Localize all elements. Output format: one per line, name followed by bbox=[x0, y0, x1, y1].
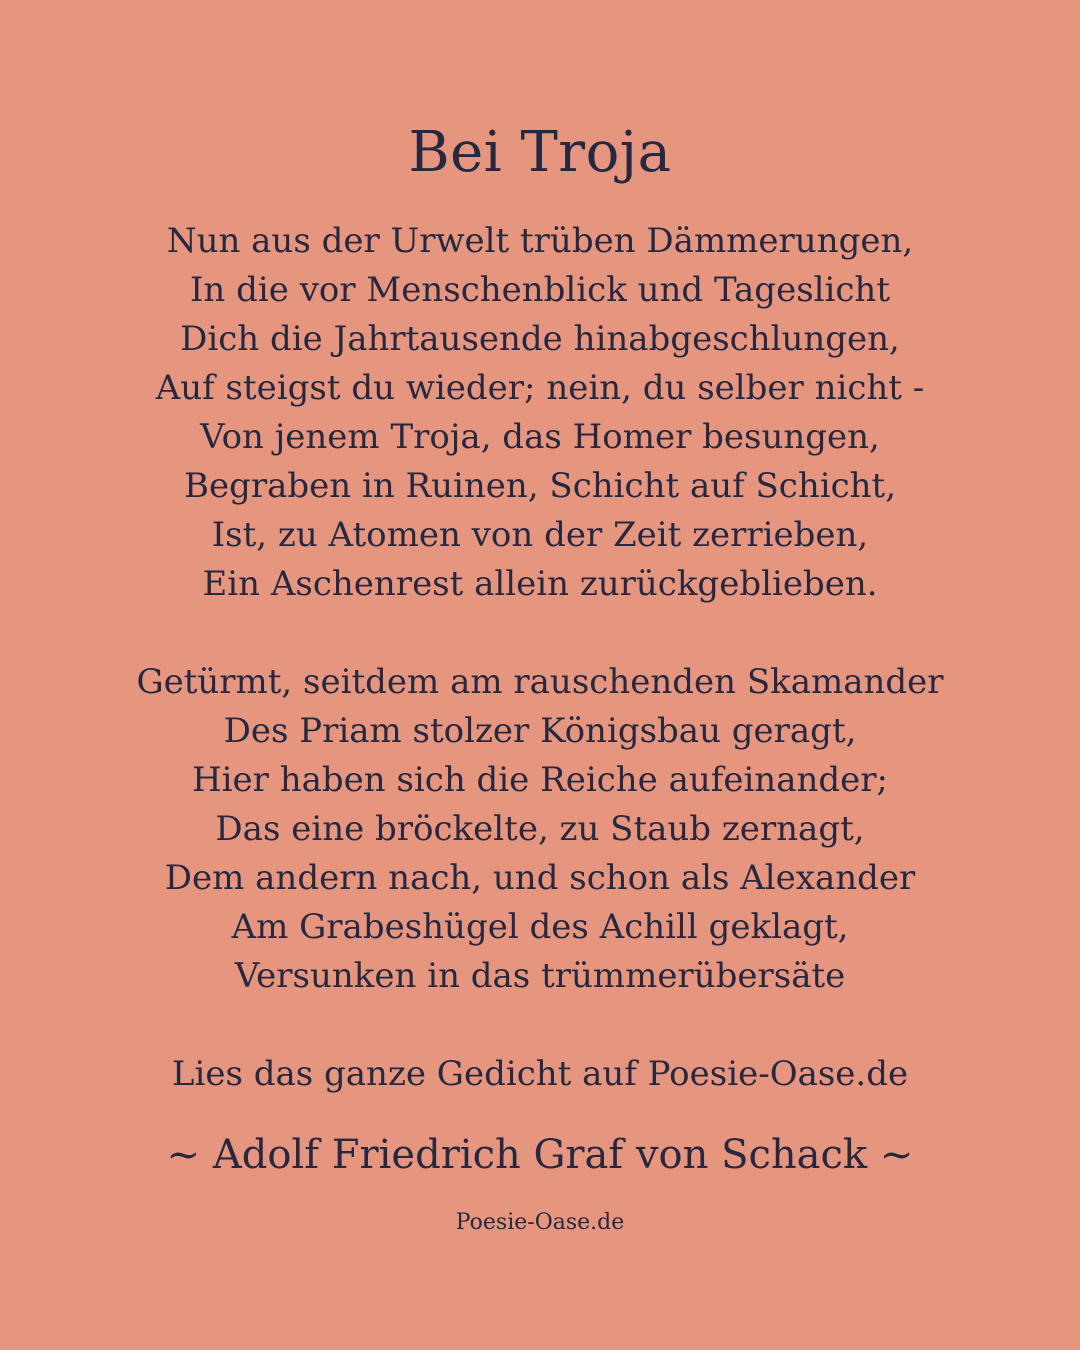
site-watermark: Poesie-Oase.de bbox=[455, 1210, 625, 1235]
poem-line: Getürmt, seitdem am rauschenden Skamander bbox=[136, 662, 944, 702]
poem-line: Ist, zu Atomen von der Zeit zerrieben, bbox=[211, 515, 869, 555]
author-name: ~ Adolf Friedrich Graf von Schack ~ bbox=[166, 1132, 914, 1178]
poem-line: Ein Aschenrest allein zurückgeblieben. bbox=[202, 564, 878, 604]
stanza-1 bbox=[0, 217, 1080, 609]
poem-line: Begraben in Ruinen, Schicht auf Schicht, bbox=[183, 466, 897, 506]
poem-line: Versunken in das trümmerübersäte bbox=[234, 956, 846, 996]
poem-line: Des Priam stolzer Königsbau geragt, bbox=[223, 711, 857, 751]
poem-line: Am Grabeshügel des Achill geklagt, bbox=[231, 907, 849, 947]
poem-line: In die vor Menschenblick und Tageslicht bbox=[189, 270, 890, 310]
poem-line: Auf steigst du wieder; nein, du selber nicht - bbox=[155, 368, 925, 408]
poem-line: Von jenem Troja, das Homer besungen, bbox=[200, 417, 880, 457]
read-full-poem-text: Lies das ganze Gedicht auf Poesie-Oase.de bbox=[171, 1054, 909, 1094]
poem-line: Hier haben sich die Reiche aufeinander; bbox=[192, 760, 888, 800]
poem-line: Das eine bröckelte, zu Staub zernagt, bbox=[215, 809, 865, 849]
poem-line: Dich die Jahrtausende hinabgeschlungen, bbox=[180, 319, 900, 359]
stanza-2 bbox=[0, 658, 1080, 1001]
poem-line: Nun aus der Urwelt trüben Dämmerungen, bbox=[166, 221, 914, 261]
poem-line: Dem andern nach, und schon als Alexander bbox=[164, 858, 916, 898]
poem-title: Bei Troja bbox=[408, 120, 672, 185]
